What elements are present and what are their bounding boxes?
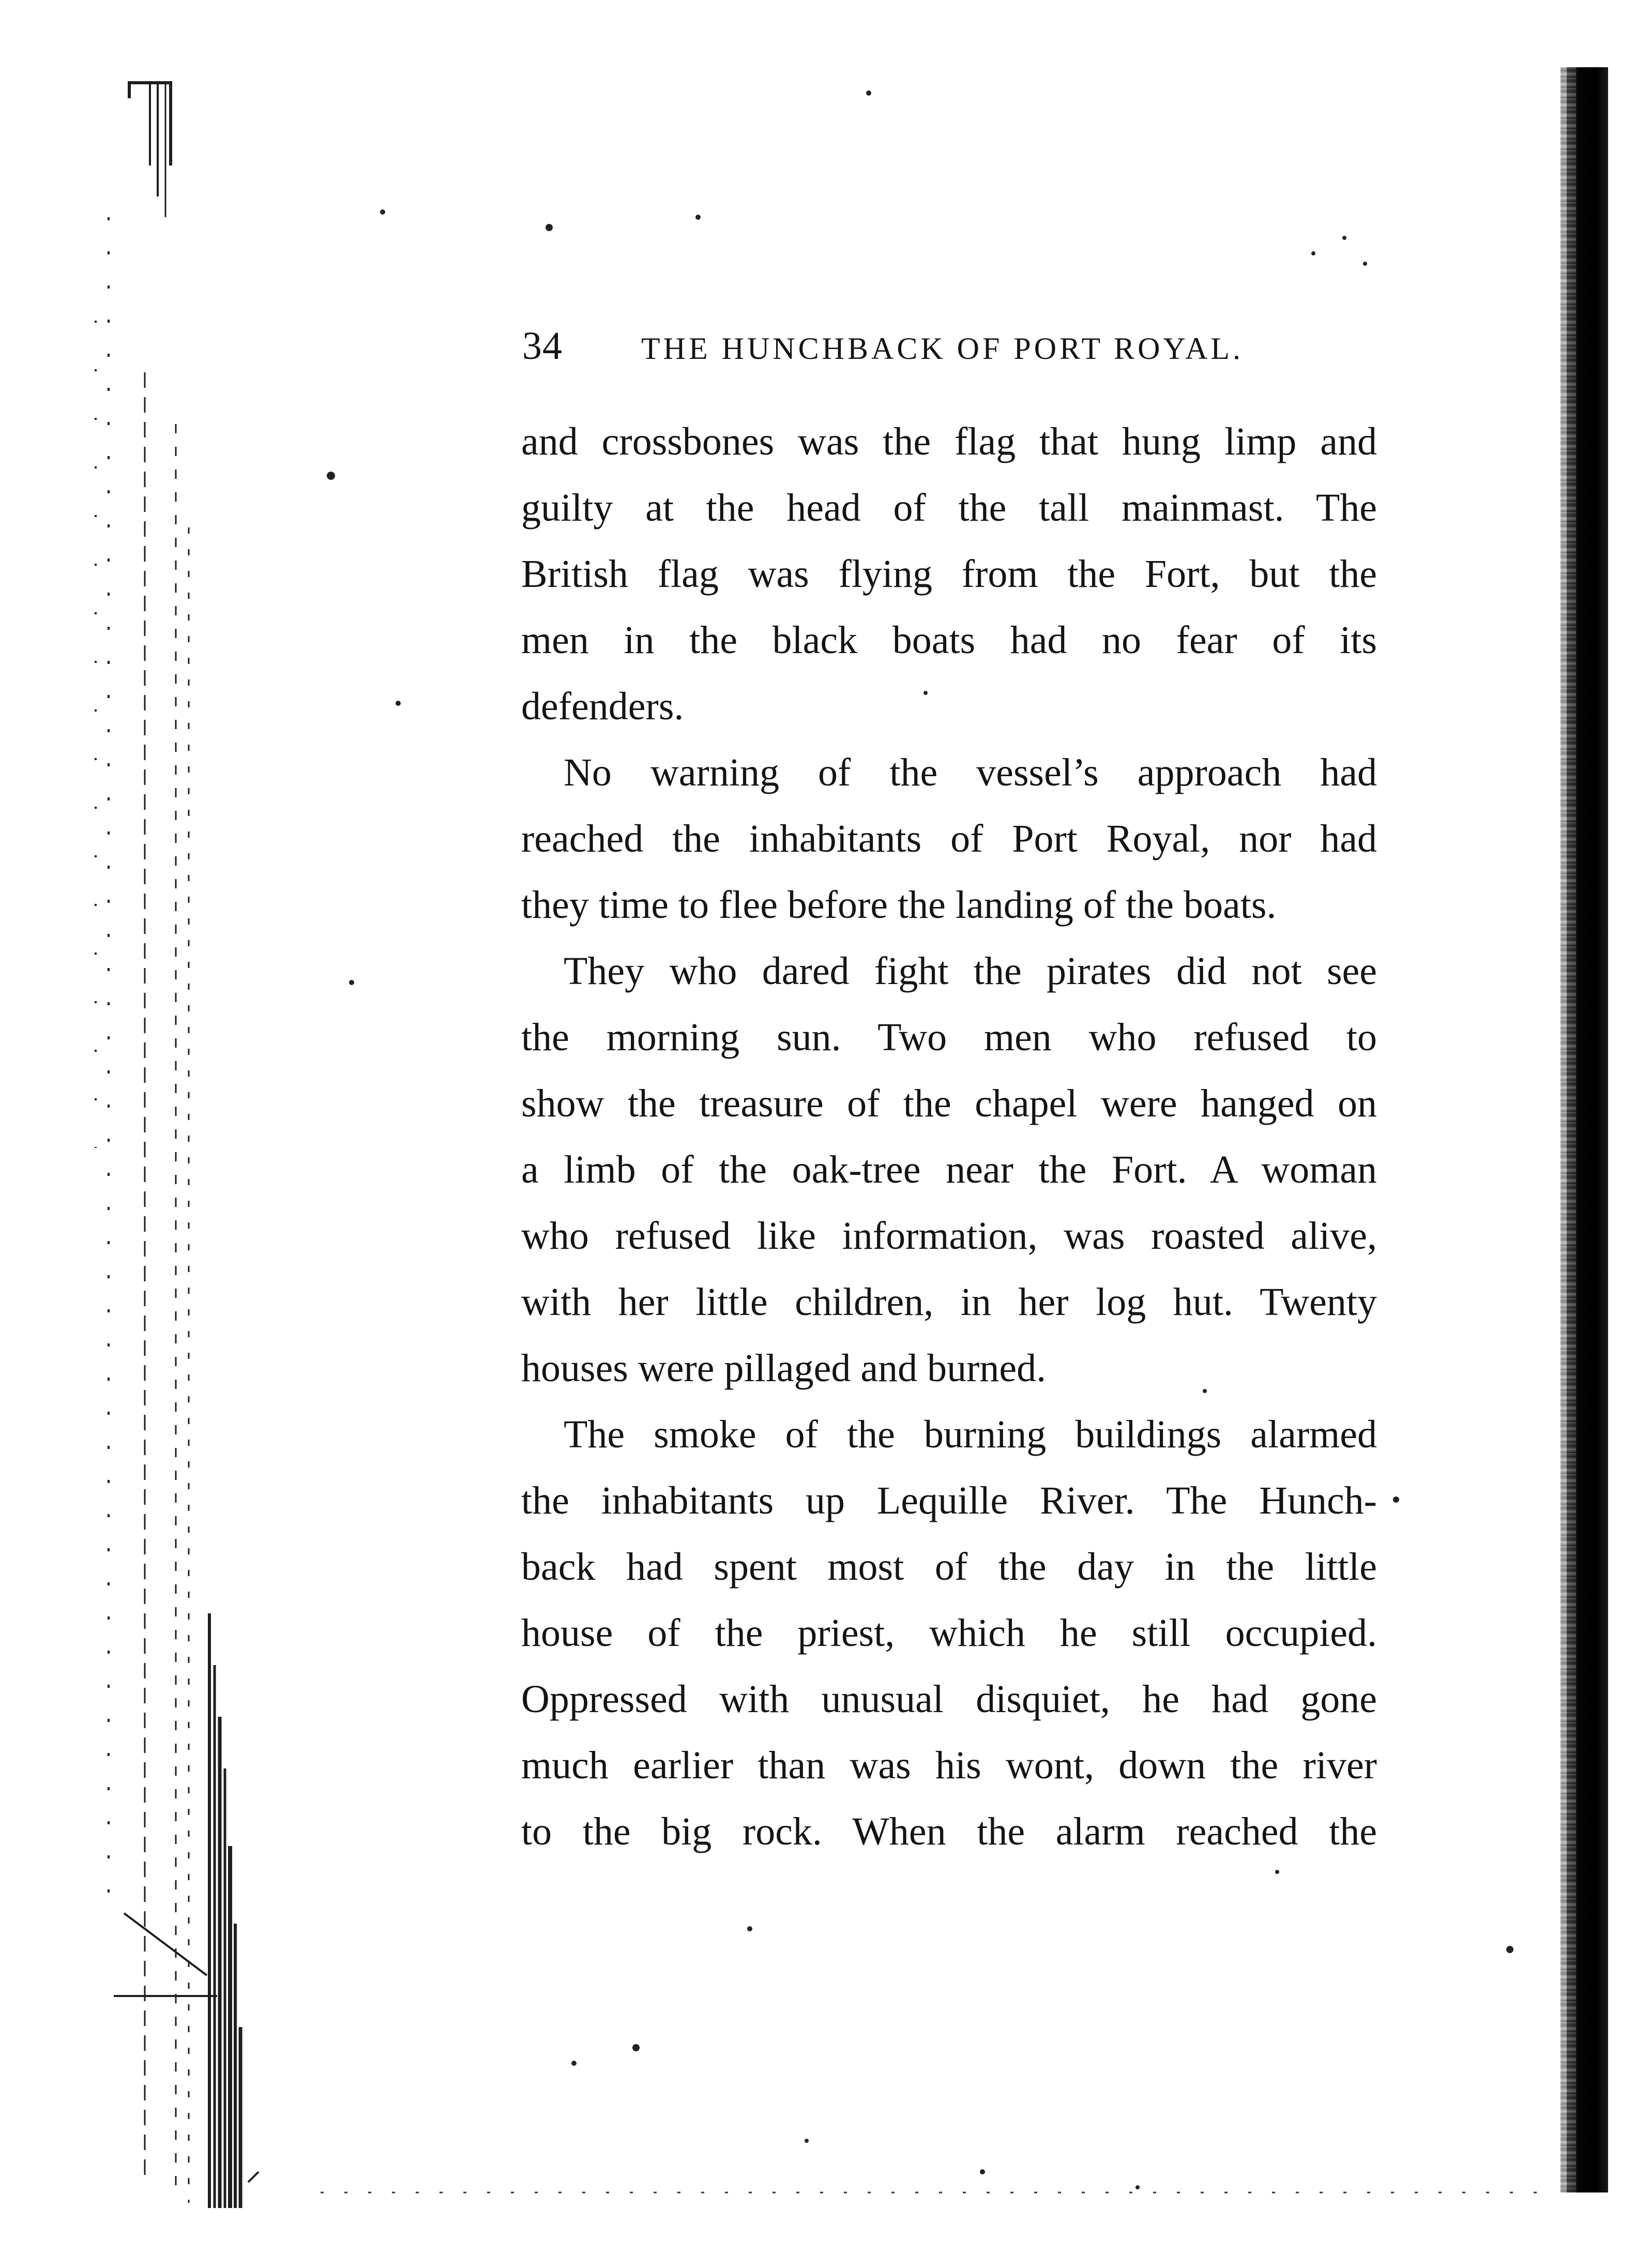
text-line: house of the priest, which he still occupied. <box>521 1611 1377 1655</box>
binding-edge-texture <box>1561 67 1576 2193</box>
text-line: British flag was flying from the Fort, but the <box>521 552 1377 596</box>
paragraph <box>521 938 1377 1401</box>
text-line: reached the inhabitants of Port Royal, nor had <box>521 817 1377 860</box>
text-line: a limb of the oak-tree near the Fort. A woman <box>521 1148 1377 1191</box>
paragraph <box>521 409 1377 739</box>
text-line: They who dared fight the pirates did not see <box>564 949 1377 993</box>
text-line: back had spent most of the day in the little <box>521 1545 1377 1589</box>
text-line: guilty at the head of the tall mainmast. The <box>521 486 1377 530</box>
text-line: men in the black boats had no fear of its <box>521 618 1377 662</box>
paragraph <box>521 1401 1377 1865</box>
text-line: and crossbones was the flag that hung limp and <box>521 420 1377 463</box>
text-line: they time to flee before the landing of the boats. <box>521 883 1277 927</box>
text-line: Oppressed with unusual disquiet, he had gone <box>521 1677 1377 1721</box>
text-line: No warning of the vessel’s approach had <box>564 751 1377 794</box>
text-line: much earlier than was his wont, down the river <box>521 1744 1377 1787</box>
text-line: houses were pillaged and burned. <box>521 1347 1047 1390</box>
paragraph <box>521 739 1377 938</box>
page-number: 34 <box>522 324 563 368</box>
text-line: to the big rock. When the alarm reached the <box>521 1810 1377 1853</box>
text-line: defenders. <box>521 685 684 728</box>
binding-gutter-shadow <box>93 62 264 2224</box>
text-line: the morning sun. Two men who refused to <box>521 1016 1377 1059</box>
text-line: show the treasure of the chapel were hanged on <box>521 1082 1377 1125</box>
text-line: with her little children, in her log hut. Twenty <box>521 1280 1377 1324</box>
page-header <box>522 321 1381 377</box>
text-line: the inhabitants up Lequille River. The Hunch- <box>521 1479 1377 1522</box>
running-head: THE HUNCHBACK OF PORT ROYAL. <box>641 331 1244 366</box>
body-text <box>521 409 1377 1865</box>
text-line: The smoke of the burning buildings alarmed <box>564 1413 1377 1456</box>
text-line: who refused like information, was roasted alive, <box>521 1214 1377 1258</box>
